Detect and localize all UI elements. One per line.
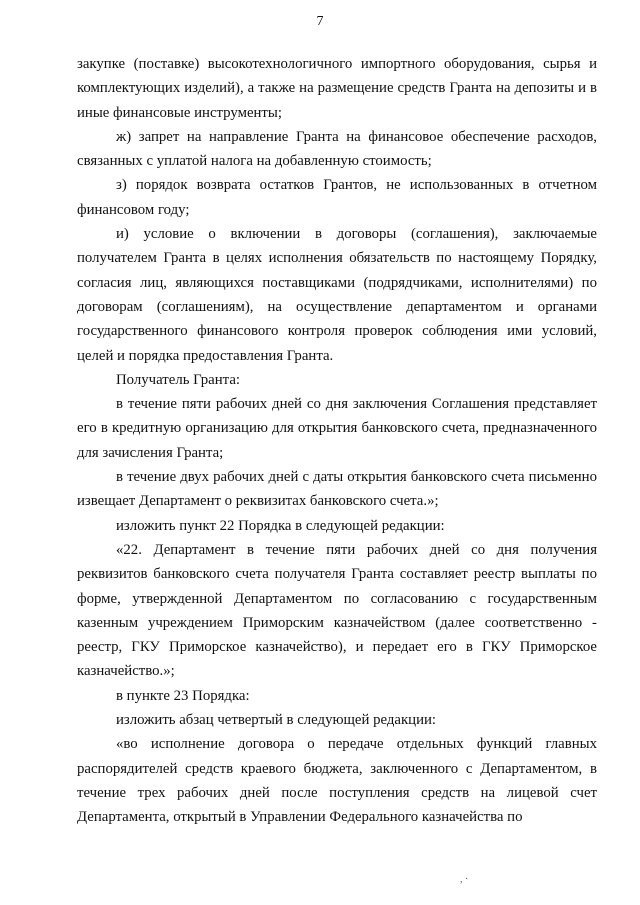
paragraph-abzac-text: «во исполнение договора о передаче отдельных функций главных распорядителей средств краевого бюджета, заключенного с Департаментом, в течение трех рабочих дней после поступления средств на лицевой счет Департамента, открытый в Управлении Федерального казначейства по <box>77 736 597 826</box>
paragraph-item-z: з) порядок возврата остатков Грантов, не использованных в отчетном финансовом году; <box>77 177 597 218</box>
paragraph-item-zh: ж) запрет на направление Гранта на финансовое обеспечение расходов, связанных с уплатой налога на добавленную стоимость; <box>77 128 597 170</box>
paragraph-point-23-intro: в пункте 23 Порядка: <box>116 687 250 704</box>
document-body <box>77 52 597 830</box>
paragraph-abzac-intro: изложить абзац четвертый в следующей редакции: <box>116 712 437 729</box>
paragraph-two-days: в течение двух рабочих дней с даты открытия банковского счета письменно извещает Департамент о реквизитах банковского счета.»; <box>77 469 597 510</box>
paragraph-grant-recipient: Получатель Гранта: <box>116 371 240 388</box>
paragraph-five-days: в течение пяти рабочих дней со дня заключения Соглашения представляет его в кредитную организацию для открытия банковского счета, предназначенного для зачисления Гранта; <box>77 396 597 461</box>
page-number: 7 <box>316 14 324 29</box>
scan-mark: , · <box>460 874 469 885</box>
paragraph-point-22: «22. Департамент в течение пяти рабочих дней со дня получения реквизитов банковского счета получателя Гранта составляет реестр выплаты по форме, утвержденной Департаментом по согласованию с государственным казенным учреждением Приморским казначейством (далее соответственно - реестр, ГКУ Приморское казначейство), и передает его в ГКУ Приморское казначейство.»; <box>77 541 597 680</box>
paragraph-point-22-intro: изложить пункт 22 Порядка в следующей редакции: <box>116 517 445 534</box>
paragraph-item-i: и) условие о включении в договоры (соглашения), заключаемые получателем Гранта в целях исполнения обязательств по настоящему Порядку, согласия лиц, являющихся поставщиками (подрядчиками, исполнителями) по договорам (соглашениям), на осуществление департаментом и органами государственного финансового контроля проверок соблюдения ими условий, целей и порядка предоставления Гранта. <box>77 226 597 364</box>
paragraph-continuation: закупке (поставке) высокотехнологичного импортного оборудования, сырья и комплектующих изделий), а также на размещение средств Гранта на депозиты и в иные финансовые инструменты; <box>77 56 597 121</box>
